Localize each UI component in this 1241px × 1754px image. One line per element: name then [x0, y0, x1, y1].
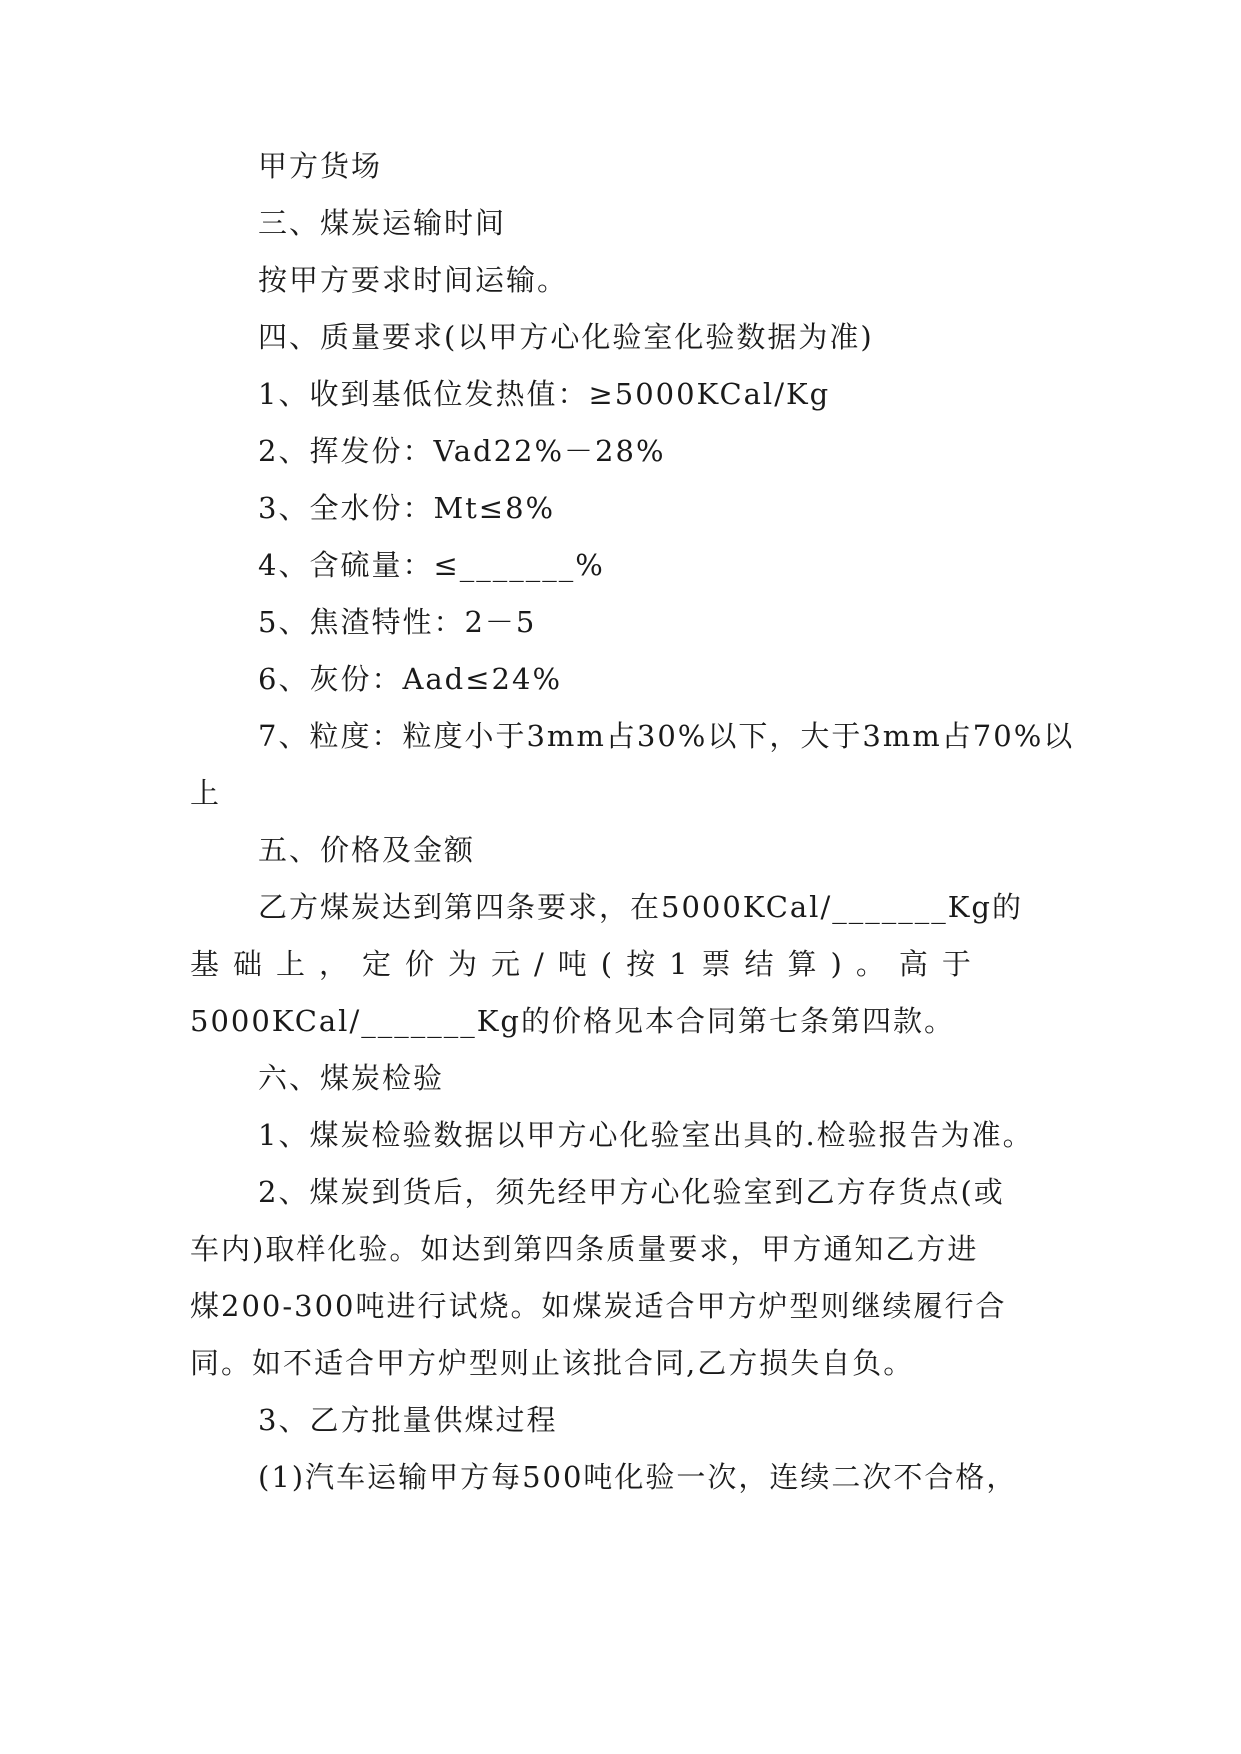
section-3-heading: 三、煤炭运输时间 — [258, 206, 507, 240]
item-4-1: 1、收到基低位发热值：≥5000KCal/Kg — [258, 377, 831, 411]
item-4-7: 7、粒度：粒度小于3mm占30%以下，大于3mm占70%以 — [258, 719, 1075, 753]
price-paragraph-line-3: 5000KCal/_______Kg的价格见本合同第七条第四款。 — [190, 1004, 955, 1038]
item-4-7-cont: 上 — [190, 776, 222, 810]
price-paragraph-line-1: 乙方煤炭达到第四条要求，在5000KCal/_______Kg的 — [258, 890, 1023, 924]
item-6-2-line-2: 车内)取样化验。如达到第四条质量要求，甲方通知乙方进 — [190, 1232, 979, 1266]
section-6-heading: 六、煤炭检验 — [258, 1061, 445, 1095]
line-1: 甲方货场 — [258, 149, 383, 183]
item-4-3: 3、全水份：Mt≤8% — [258, 491, 556, 525]
section-4-heading: 四、质量要求(以甲方心化验室化验数据为准) — [258, 320, 874, 354]
item-6-2-line-1: 2、煤炭到货后，须先经甲方心化验室到乙方存货点(或 — [258, 1175, 1005, 1209]
item-6-1: 1、煤炭检验数据以甲方心化验室出具的.检验报告为准。 — [258, 1118, 1034, 1152]
item-6-3-1: (1)汽车运输甲方每500吨化验一次，连续二次不合格， — [258, 1460, 1018, 1494]
item-4-5: 5、焦渣特性：2－5 — [258, 605, 537, 639]
item-4-2: 2、挥发份：Vad22%－28% — [258, 434, 666, 468]
section-5-heading: 五、价格及金额 — [258, 833, 476, 867]
item-4-6: 6、灰份：Aad≤24% — [258, 662, 563, 696]
item-6-3: 3、乙方批量供煤过程 — [258, 1403, 558, 1437]
item-6-2-line-3: 煤200-300吨进行试烧。如煤炭适合甲方炉型则继续履行合 — [190, 1289, 1007, 1323]
item-4-4: 4、含硫量：≤_______% — [258, 548, 605, 582]
line-3: 按甲方要求时间运输。 — [258, 263, 569, 297]
price-paragraph-line-2: 基础上，定价为元/吨(按1票结算)。高于 — [190, 947, 985, 981]
item-6-2-line-4: 同。如不适合甲方炉型则止该批合同,乙方损失自负。 — [190, 1346, 915, 1380]
